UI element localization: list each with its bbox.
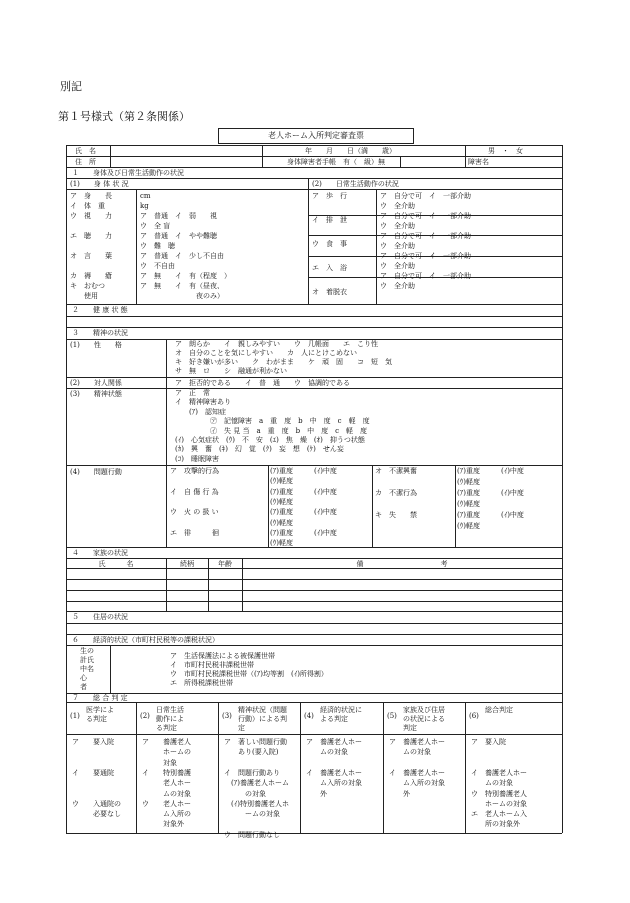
adl-item: エ 入 浴 (312, 264, 347, 272)
adl-value: ウ 全介助 (380, 202, 415, 210)
judgment-col-header: 動作によ (156, 715, 184, 723)
judgment-col-number: (2) (140, 712, 150, 720)
behavior-severity: (ｳ)軽度 (270, 539, 293, 548)
grid-hline (66, 558, 562, 559)
judgment-option: 外 (306, 789, 327, 798)
judgment-col-header: 日常生活 (156, 706, 184, 714)
physical-value: cm (140, 192, 151, 200)
grid-hline (66, 734, 562, 735)
mental-state-option: ㋑ 失 見 当 a 重 度 b 中 度 c 軽 度 (175, 426, 368, 435)
judgment-option: ア 養護老人ホー (389, 738, 445, 746)
judgment-option: ム入所の対象 (389, 779, 445, 788)
adl-item: オ 着脱衣 (312, 288, 347, 296)
judgment-col-header: 家族及び住居 (403, 706, 445, 714)
adl-value: ウ 全介助 (380, 282, 415, 290)
relations-options: ア 拒否的である イ 普 通 ウ 協調的である (175, 379, 350, 387)
physical-item: カ 褥 瘡 (70, 272, 112, 280)
grid-hline (66, 189, 562, 190)
judgment-option: 対象外 (142, 820, 184, 829)
behavior-severity: (ｱ)重度 (ｲ)中度 (270, 467, 337, 475)
judgment-col-header: 定 (238, 724, 245, 732)
grid-vline (110, 145, 111, 167)
grid-hline (66, 465, 562, 466)
judgment-option: ア 養護老人 (142, 738, 191, 746)
judgment-option: イ 養護老人ホー (471, 768, 527, 777)
grid-hline (66, 178, 562, 179)
judgment-option: ア 要入院 (471, 738, 506, 746)
family-col-name: 氏 名 (98, 560, 134, 568)
judgment-option: (ｲ)特別養護老人ホ (224, 799, 289, 808)
adl-item: ア 歩 行 (312, 192, 347, 200)
physical-item: オ 言 葉 (70, 252, 112, 260)
tax-status-option: イ 市町村民税非課税世帯 (170, 661, 254, 669)
household-head-label: 心 (80, 674, 87, 682)
physical-status-header: (1) 身 体 状 況 (70, 180, 129, 188)
judgment-option: イ 養護老人ホー (306, 768, 362, 777)
grid-hline (66, 702, 562, 703)
name-label: 氏 名 (75, 147, 96, 155)
physical-value: 夜のみ） (140, 292, 224, 300)
grid-vline (372, 465, 373, 547)
section-4-title: ４ 家族の状況 (72, 549, 128, 557)
household-head-label: 計氏 (80, 656, 94, 664)
behavior-severity: (ｳ)軽度 (270, 477, 293, 486)
grid-hline (66, 327, 562, 328)
judgment-col-header: る判定 (86, 715, 107, 723)
mental-state-option: ㋐ 記憶障害 a 重 度 b 中 度 c 軽 度 (175, 417, 370, 426)
judgment-col-number: (4) (304, 712, 314, 720)
physical-value: ウ 不自由 (140, 262, 175, 270)
behavior-item: キ 失 禁 (375, 511, 417, 519)
form-title: 老人ホーム入所判定審査票 (268, 131, 364, 140)
judgment-option: ムの対象 (142, 789, 191, 798)
behavior-severity: (ｳ)軽度 (457, 478, 480, 486)
physical-value: ア 無 イ 有（程度 ） (140, 272, 231, 280)
judgment-option: ホームの対象 (471, 799, 527, 808)
physical-value: kg (140, 202, 149, 210)
adl-header: (2) 日常生活動作の状況 (312, 180, 399, 188)
section-3-title: ３ 精神の状況 (72, 329, 128, 337)
mental-state-option: ア 正 常 (175, 389, 210, 397)
household-head-label: 中名 (80, 665, 94, 673)
dob-field: 年 月 日（満 歳） (305, 147, 396, 155)
household-head-label: 生の (80, 647, 94, 655)
grid-vline (166, 339, 167, 547)
personality-label: (1) 性 格 (70, 341, 122, 349)
grid-hline (66, 388, 562, 389)
grid-vline (262, 145, 263, 167)
behavior-severity: (ｳ)軽度 (457, 500, 480, 508)
judgment-option: 老人ホー (142, 779, 191, 788)
grid-hline (66, 611, 562, 612)
judgment-col-number: (3) (222, 712, 232, 720)
mental-state-label: (3) 精神状態 (70, 390, 122, 398)
adl-value: ウ 全介助 (380, 242, 415, 250)
judgment-option: 所の対象外 (471, 820, 520, 829)
grid-hline (66, 833, 562, 834)
personality-option: キ 好き嫌いが多い ク わがまま ケ 頑 固 コ 短 気 (175, 358, 392, 366)
grid-vline (562, 145, 563, 833)
appendix-label: 別記 (60, 80, 82, 93)
behavior-item: ウ 火 の 扱 い (170, 508, 219, 517)
judgment-col-header: 経済的状況に (320, 706, 362, 714)
grid-vline (110, 645, 111, 693)
grid-hline (66, 167, 562, 168)
grid-vline (136, 702, 137, 833)
judgment-option: ア 養護老人ホー (306, 738, 362, 746)
mental-state-option: (ｱ) 認知症 (175, 407, 226, 416)
behavior-severity: (ｳ)軽度 (270, 497, 293, 506)
tax-status-option: エ 所得税課税世帯 (170, 679, 233, 687)
grid-vline (400, 156, 401, 167)
family-col-relation: 続柄 (180, 560, 194, 568)
physical-item: ア 身 長 (70, 192, 112, 200)
judgment-option: (ｱ)養護老人ホーム (224, 779, 289, 788)
physical-value: ア 普通 イ やや難聴 (140, 232, 217, 240)
judgment-option: の対象 (224, 789, 266, 798)
judgment-option: ア 著しい問題行動 (224, 738, 287, 746)
judgment-col-header: の状況による (403, 715, 445, 723)
judgment-option: ア 要入院 (72, 738, 114, 746)
form-title-box (218, 128, 414, 144)
grid-hline (66, 693, 562, 694)
behavior-problem-label: (4) 問題行動 (70, 468, 122, 476)
section-6-title: ６ 経済的状況（市町村民税等の課税状況） (72, 636, 219, 644)
grid-vline (465, 702, 466, 833)
section-7-title: ７ 総 合 判 定 (72, 694, 128, 702)
grid-hline (66, 579, 562, 580)
behavior-severity: (ｱ)重度 (ｲ)中度 (457, 467, 524, 475)
judgment-col-header: 行動）による判 (238, 715, 287, 723)
behavior-severity: (ｳ)軽度 (457, 522, 480, 530)
grid-hline (66, 601, 562, 602)
mental-state-option: (ｲ) 心気症状 (ｳ) 不 安 (ｴ) 焦 燥 (ｵ) 抑うつ状態 (175, 436, 365, 444)
behavior-item: ア 攻撃的行為 (170, 467, 219, 475)
grid-vline (300, 702, 301, 833)
grid-hline (66, 156, 562, 157)
physical-item: ウ 視 力 (70, 212, 112, 220)
physical-value: ア 普通 イ 弱 視 (140, 212, 217, 220)
family-col-age: 年齢 (218, 560, 232, 568)
grid-vline (465, 145, 466, 167)
disability-name-label: 障害名 (468, 158, 489, 166)
judgment-option: ウ 問題行動なし (224, 830, 280, 839)
judgment-col-header: 精神状況（問題 (238, 706, 287, 714)
section-1-title: １ 身体及び日常生活動作の状況 (72, 169, 184, 177)
grid-vline (376, 189, 377, 304)
behavior-severity: (ｱ)重度 (ｲ)中度 (270, 508, 337, 517)
judgment-option: ームの対象 (224, 810, 280, 819)
grid-hline (66, 634, 562, 635)
judgment-col-number: (6) (469, 712, 479, 720)
judgment-col-header: よる判定 (320, 715, 348, 723)
behavior-severity: (ｱ)重度 (ｲ)中度 (270, 487, 337, 496)
adl-item: ウ 食 事 (312, 240, 347, 248)
grid-vline (308, 178, 309, 304)
judgment-option: 必要なし (72, 810, 121, 819)
judgment-option: ウ 特別養護老人 (471, 789, 527, 798)
grid-hline (66, 377, 562, 378)
grid-hline (66, 623, 562, 624)
behavior-item: エ 徘 徊 (170, 528, 219, 537)
judgment-col-number: (5) (387, 712, 397, 720)
tax-status-option: ア 生活保護法による被保護世帯 (170, 652, 275, 660)
physical-value: ウ 難 聴 (140, 242, 175, 250)
adl-value: ウ 全介助 (380, 262, 415, 270)
behavior-item: オ 不潔興奮 (375, 467, 417, 475)
grid-hline (66, 547, 562, 548)
grid-vline (136, 189, 137, 304)
grid-vline (455, 465, 456, 547)
adl-value: ア 自分で可 イ 一部介助 (380, 192, 471, 200)
grid-hline (66, 645, 562, 646)
grid-hline (66, 590, 562, 591)
judgment-col-header: る判定 (156, 724, 177, 732)
judgment-option: ム入所の (142, 810, 191, 819)
disability-handbook-field: 身体障害者手帳 有（ 級）無 (287, 158, 385, 166)
judgment-option: イ 要通院 (72, 768, 114, 777)
judgment-option: ウ 入通院の (72, 799, 121, 808)
form-number: 第１号様式（第２条関係） (58, 110, 190, 123)
judgment-option: あり(要入院) (224, 748, 279, 757)
grid-vline (268, 465, 269, 547)
grid-hline (66, 316, 562, 317)
mental-state-option: イ 精神障害あり (175, 398, 231, 407)
physical-item: キ おむつ (70, 282, 105, 290)
physical-value: ア 無 イ 有（昼夜、 (140, 282, 224, 290)
judgment-col-header: 総合判定 (485, 706, 513, 714)
behavior-severity: (ｱ)重度 (ｲ)中度 (457, 489, 524, 497)
judgment-option: イ 養護老人ホー (389, 768, 445, 777)
judgment-option: ム入所の対象 (306, 779, 362, 788)
behavior-item: カ 不潔行為 (375, 489, 417, 497)
address-label: 住 所 (75, 158, 96, 166)
behavior-severity: (ｱ)重度 (ｲ)中度 (457, 511, 524, 519)
behavior-item: イ 自 傷 行 為 (170, 487, 219, 496)
adl-value: ウ 全介助 (380, 222, 415, 230)
section-2-title: ２ 健 康 状 態 (72, 306, 128, 314)
behavior-severity: (ｱ)重度 (ｲ)中度 (270, 528, 337, 537)
physical-item: エ 聴 力 (70, 232, 112, 240)
section-5-title: ５ 住居の状況 (72, 613, 128, 621)
judgment-option: 対象 (142, 758, 177, 767)
grid-vline (66, 145, 67, 833)
judgment-option: エ 老人ホーム入 (471, 810, 527, 819)
judgment-option: 外 (389, 789, 410, 798)
personality-option: サ 無 ロ シ 融通が利かない (175, 367, 287, 375)
grid-hline (66, 304, 562, 305)
judgment-option: ムの対象 (471, 779, 513, 788)
judgment-option: ホームの (142, 748, 191, 757)
adl-value: ア 自分で可 イ 一部介助 (380, 232, 471, 240)
sex-field: 男 ・ 女 (488, 147, 523, 155)
relations-label: (2) 対人関係 (70, 379, 122, 387)
physical-item: イ 体 重 (70, 202, 105, 210)
adl-value: ア 自分で可 イ 一部介助 (380, 272, 471, 280)
adl-value: ア 自分で可 イ 一部介助 (380, 252, 471, 260)
personality-option: オ 自分のことを気にしやすい カ 人にとけこめない (175, 349, 357, 357)
judgment-col-header: 判定 (403, 724, 417, 732)
judgment-col-header: 医学によ (86, 706, 114, 714)
judgment-option: ウ 老人ホー (142, 799, 191, 808)
judgment-option: ムの対象 (306, 748, 348, 757)
family-col-notes: 備 考 (356, 560, 448, 568)
physical-value: ウ 全 盲 (140, 222, 171, 230)
behavior-severity: (ｳ)軽度 (270, 518, 293, 527)
grid-vline (218, 702, 219, 833)
adl-value: ア 自分で可 イ 一部介助 (380, 212, 471, 220)
physical-value: ア 普通 イ 少し不自由 (140, 252, 224, 260)
personality-option: ア 朗らか イ 親しみやすい ウ 几帳面 エ こり性 (175, 340, 378, 348)
judgment-option: ムの対象 (389, 748, 431, 757)
mental-state-option: (ｺ) 睡眠障害 (175, 454, 219, 463)
physical-item: 使用 (70, 292, 98, 300)
judgment-option: イ 特別養護 (142, 768, 191, 777)
judgment-option: イ 問題行動あり (224, 768, 280, 777)
household-head-label: 者 (80, 683, 87, 691)
grid-hline (66, 145, 562, 146)
tax-status-option: ウ 市町村民税課税世帯（(ｱ)均等割 (ｲ)所得割） (170, 670, 328, 678)
mental-state-option: (ｶ) 興 奮 (ｷ) 幻 覚 (ｸ) 妄 想 (ｹ) せん妄 (175, 445, 344, 454)
judgment-col-number: (1) (70, 712, 80, 720)
grid-vline (383, 702, 384, 833)
adl-item: イ 排 泄 (312, 216, 347, 224)
